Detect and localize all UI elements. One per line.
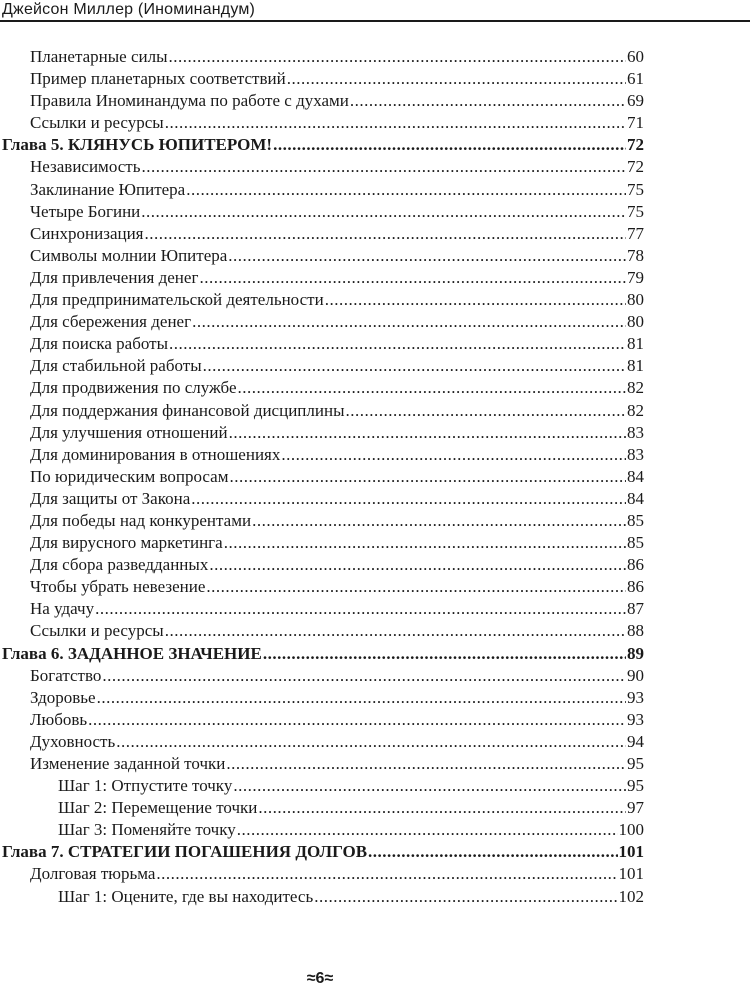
dot-leader [97,687,626,709]
toc-entry-title: Шаг 3: Поменяйте точку [58,820,236,840]
toc-entry-title: Изменение заданной точки [30,754,226,773]
toc-entry-title: Для победы над конкурентами [30,510,252,530]
toc-entry-row [2,223,644,245]
toc-entry-title: Для поиска работы [30,334,169,354]
dot-leader [281,444,626,466]
dot-leader [203,355,626,377]
toc-entry-title: Независимость [30,157,141,177]
toc-entry-page: 84 [627,466,644,486]
toc-entry-page: 100 [618,820,644,840]
toc-entry-title: Ссылки и ресурсы [30,113,164,133]
toc-entry-page: 81 [627,334,644,354]
dot-leader [186,179,626,201]
dot-leader [206,576,626,598]
toc-entry-title: Символы молнии Юпитера [30,245,228,265]
toc-entry-page: 86 [627,577,644,597]
dot-leader [191,488,626,510]
toc-entry-page: 89 [627,643,644,663]
dot-leader [102,665,626,687]
toc-entry-page: 69 [627,91,644,111]
dot-leader [263,643,626,665]
toc-entry-page: 77 [627,223,644,243]
dot-leader [346,400,627,422]
dot-leader [273,134,626,156]
running-head [0,0,750,24]
dot-leader [325,289,626,311]
dot-leader [224,532,626,554]
dot-leader [156,863,617,885]
toc-entry-row [2,709,644,731]
dot-leader [258,797,626,819]
dot-leader [192,311,626,333]
toc-entry-page: 75 [627,179,644,199]
toc-entry-page: 84 [627,488,644,508]
toc-entry-title: Духовность [30,731,116,751]
dot-leader [141,156,626,178]
toc-entry-title: Глава 5. КЛЯНУСЬ ЮПИТЕРОМ! [2,135,273,155]
dot-leader [199,267,626,289]
toc-entry-row [2,156,644,178]
dot-leader [229,422,626,444]
toc-entry-title: Для предпринимательской деятельности [30,290,324,310]
toc-entry-page: 101 [618,864,644,884]
toc-entry-row [2,488,644,510]
toc-chapter-row [2,134,644,156]
toc-entry-row [2,179,644,201]
toc-entry-row [2,289,644,311]
book-author-header: Джейсон Миллер (Иноминандум) [2,1,256,18]
toc-entry-row [2,201,644,223]
page-number: ≈6≈ [306,970,334,987]
toc-entry-page: 86 [627,555,644,575]
toc-entry-row [2,311,644,333]
toc-entry-row [2,665,644,687]
toc-entry-title: На удачу [30,599,95,619]
toc-entry-title: Чтобы убрать невезение [30,577,206,597]
toc-entry-page: 83 [627,444,644,464]
dot-leader [209,554,626,576]
toc-entry-title: Для привлечения денег [30,267,199,287]
toc-entry-page: 88 [627,621,644,641]
header-rule [0,20,750,22]
toc-entry-row [2,355,644,377]
toc-entry-row [2,620,644,642]
toc-entry-title: Для продвижения по службе [30,378,237,398]
dot-leader [287,68,626,90]
dot-leader [145,223,626,245]
toc-entry-title: Шаг 1: Отпустите точку [58,776,233,796]
toc-entry-row [2,68,644,90]
toc-entry-row [2,532,644,554]
toc-entry-row [2,444,644,466]
dot-leader [95,598,626,620]
dot-leader [88,709,626,731]
dot-leader [233,775,626,797]
toc-entry-title: Глава 7. СТРАТЕГИИ ПОГАШЕНИЯ ДОЛГОВ [2,842,368,862]
toc-entry-row [2,377,644,399]
toc-entry-title: Ссылки и ресурсы [30,621,164,641]
dot-leader [230,466,627,488]
dot-leader [350,90,626,112]
toc-entry-row [2,554,644,576]
toc-entry-row [2,797,644,819]
toc-entry-row [2,819,644,841]
dot-leader [226,753,626,775]
toc-entry-page: 102 [618,886,644,906]
toc-entry-title: Для защиты от Закона [30,488,191,508]
toc-entry-title: Глава 6. ЗАДАННОЕ ЗНАЧЕНИЕ [2,643,262,663]
dot-leader [141,201,626,223]
toc-entry-page: 101 [618,842,644,862]
toc-entry-title: Заклинание Юпитера [30,179,186,199]
toc-entry-title: Пример планетарных соответствий [30,69,286,89]
toc-entry-page: 95 [627,754,644,773]
toc-entry-title: Четыре Богини [30,201,141,221]
toc-entry-page: 75 [627,201,644,221]
toc-entry-row [2,46,644,68]
toc-entry-row [2,333,644,355]
toc-entry-title: Шаг 1: Оцените, где вы находитесь [58,886,314,906]
table-of-contents [2,46,644,908]
toc-entry-title: Для поддержания финансовой дисциплины [30,400,345,420]
toc-entry-row [2,90,644,112]
toc-entry-page: 78 [627,245,644,265]
toc-entry-title: Синхронизация [30,223,144,243]
toc-entry-page: 94 [627,731,644,751]
dot-leader [169,46,627,68]
toc-entry-row [2,886,644,908]
toc-entry-page: 60 [627,47,644,66]
dot-leader [252,510,626,532]
toc-entry-title: Правила Иноминандума по работе с духами [30,91,349,111]
toc-entry-title: Для вирусного маркетинга [30,533,223,553]
toc-entry-title: Для сбора разведданных [30,555,209,575]
dot-leader [169,333,626,355]
toc-entry-title: Планетарные силы [30,47,168,66]
toc-entry-page: 81 [627,356,644,376]
dot-leader [116,731,626,753]
toc-entry-title: Богатство [30,665,102,685]
toc-entry-title: Любовь [30,709,88,729]
toc-entry-row [2,267,644,289]
toc-entry-row [2,510,644,532]
dot-leader [314,886,617,908]
dot-leader [228,245,626,267]
toc-entry-page: 83 [627,422,644,442]
toc-entry-row [2,466,644,488]
toc-entry-title: Для доминирования в отношениях [30,444,281,464]
toc-entry-page: 82 [627,378,644,398]
toc-entry-title: Для сбережения денег [30,312,192,332]
toc-entry-row [2,112,644,134]
dot-leader [165,620,626,642]
toc-entry-page: 85 [627,510,644,530]
toc-entry-page: 85 [627,533,644,553]
toc-entry-page: 79 [627,267,644,287]
toc-entry-page: 93 [627,687,644,707]
toc-entry-row [2,753,644,775]
toc-entry-row [2,576,644,598]
toc-entry-page: 80 [627,290,644,310]
toc-entry-page: 97 [627,798,644,818]
toc-entry-row [2,245,644,267]
toc-entry-title: Для улучшения отношений [30,422,228,442]
toc-entry-title: Долговая тюрьма [30,864,156,884]
toc-chapter-row [2,643,644,665]
toc-entry-title: Для стабильной работы [30,356,202,376]
toc-entry-page: 90 [627,665,644,685]
toc-entry-page: 72 [627,157,644,177]
toc-entry-row [2,400,644,422]
dot-leader [165,112,626,134]
toc-entry-page: 80 [627,312,644,332]
toc-entry-row [2,687,644,709]
toc-entry-title: По юридическим вопросам [30,466,229,486]
dot-leader [238,377,626,399]
toc-entry-title: Шаг 2: Перемещение точки [58,798,258,818]
toc-entry-page: 93 [627,709,644,729]
toc-entry-page: 72 [627,135,644,155]
toc-entry-page: 82 [627,400,644,420]
dot-leader [368,841,617,863]
toc-entry-row [2,422,644,444]
toc-entry-title: Здоровье [30,687,96,707]
toc-entry-row [2,598,644,620]
toc-chapter-row [2,841,644,863]
toc-entry-row [2,775,644,797]
toc-entry-row [2,863,644,885]
dot-leader [237,819,618,841]
toc-entry-page: 87 [627,599,644,619]
toc-entry-page: 71 [627,113,644,133]
toc-entry-page: 95 [627,776,644,796]
toc-entry-row [2,731,644,753]
toc-entry-page: 61 [627,69,644,89]
